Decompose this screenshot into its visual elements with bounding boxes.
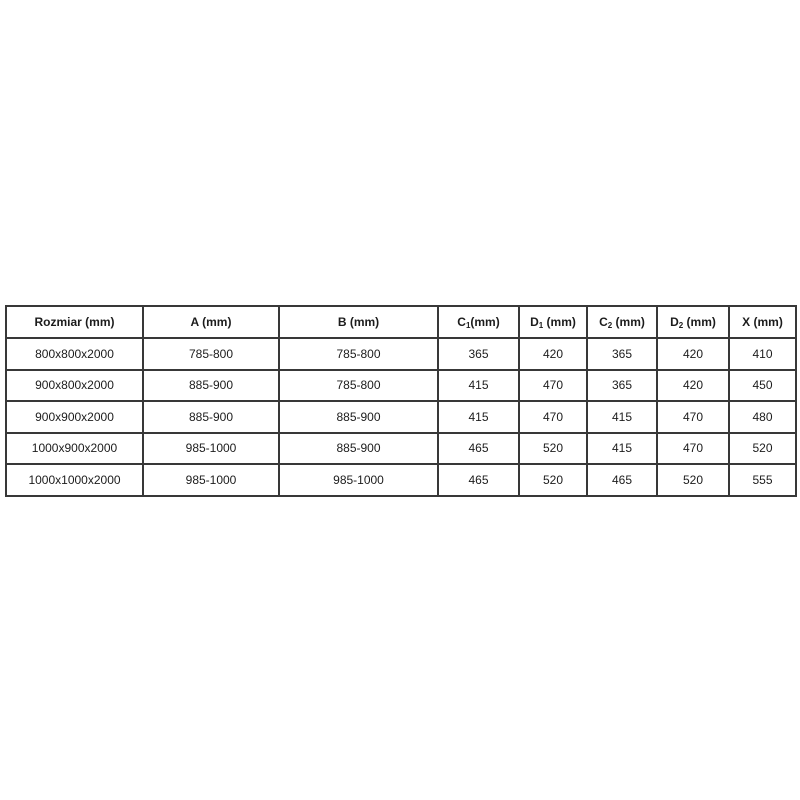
table-header (6, 306, 796, 338)
value-cell: 420 (657, 338, 729, 370)
value-cell: 470 (657, 401, 729, 433)
value-cell: 520 (519, 433, 587, 465)
table-row (6, 464, 796, 496)
column-header-subscript: 2 (678, 321, 684, 330)
size-cell: 1000x1000x2000 (6, 464, 143, 496)
value-cell: 885-900 (279, 401, 438, 433)
value-cell: 450 (729, 370, 796, 402)
value-cell: 415 (587, 433, 657, 465)
value-cell: 465 (438, 433, 519, 465)
size-cell: 800x800x2000 (6, 338, 143, 370)
table-row (6, 370, 796, 402)
size-cell: 1000x900x2000 (6, 433, 143, 465)
table-row (6, 433, 796, 465)
value-cell: 885-900 (143, 370, 279, 402)
value-cell: 465 (587, 464, 657, 496)
column-header-subscript: 1 (538, 321, 544, 330)
table-row (6, 338, 796, 370)
column-header: $C_2$ (mm) (587, 306, 657, 338)
column-header: A (mm) (143, 306, 279, 338)
value-cell: 470 (657, 433, 729, 465)
value-cell: 985-1000 (279, 464, 438, 496)
value-cell: 420 (657, 370, 729, 402)
value-cell: 365 (587, 338, 657, 370)
column-header: $D_1$ (mm) (519, 306, 587, 338)
value-cell: 520 (657, 464, 729, 496)
value-cell: 785-800 (279, 370, 438, 402)
value-cell: 465 (438, 464, 519, 496)
column-header: $C_1(mm)$ (438, 306, 519, 338)
value-cell: 520 (729, 433, 796, 465)
value-cell: 555 (729, 464, 796, 496)
value-cell: 885-900 (279, 433, 438, 465)
column-header: Rozmiar (mm) (6, 306, 143, 338)
column-header: $D_2$ (mm) (657, 306, 729, 338)
value-cell: 415 (438, 370, 519, 402)
value-cell: 365 (587, 370, 657, 402)
value-cell: 365 (438, 338, 519, 370)
column-header-subscript: 1 (465, 321, 471, 330)
column-header: B (mm) (279, 306, 438, 338)
table-body (6, 338, 796, 496)
value-cell: 415 (438, 401, 519, 433)
size-cell: 900x900x2000 (6, 401, 143, 433)
value-cell: 985-1000 (143, 433, 279, 465)
table-row (6, 401, 796, 433)
value-cell: 885-900 (143, 401, 279, 433)
value-cell: 985-1000 (143, 464, 279, 496)
table-header-row (6, 306, 796, 338)
size-cell: 900x800x2000 (6, 370, 143, 402)
value-cell: 415 (587, 401, 657, 433)
value-cell: 470 (519, 370, 587, 402)
value-cell: 480 (729, 401, 796, 433)
value-cell: 785-800 (279, 338, 438, 370)
value-cell: 520 (519, 464, 587, 496)
dimensions-table (5, 305, 797, 497)
value-cell: 410 (729, 338, 796, 370)
value-cell: 785-800 (143, 338, 279, 370)
value-cell: 420 (519, 338, 587, 370)
value-cell: 470 (519, 401, 587, 433)
column-header: X (mm) (729, 306, 796, 338)
column-header-subscript: 2 (607, 321, 613, 330)
